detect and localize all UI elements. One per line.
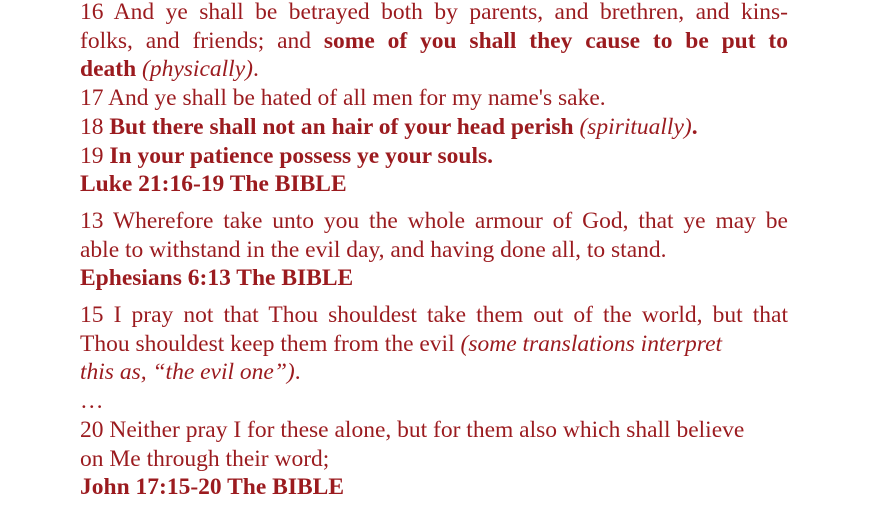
john-line-3 bbox=[80, 358, 788, 387]
verse-19-number: 19 bbox=[80, 142, 110, 169]
verse-16-note: (physically) bbox=[142, 56, 253, 83]
document-page bbox=[80, 0, 788, 502]
john-line-6: on Me through their word; bbox=[80, 445, 330, 472]
verse-16-line-1: 16 And ye shall be betrayed both by parents, and brethren, and kins- bbox=[80, 0, 788, 25]
john-line-5: 20 Neither pray I for these alone, but for them also which shall believe bbox=[80, 416, 745, 443]
ephesians-passage bbox=[80, 207, 788, 293]
verse-18-note: (spiritually) bbox=[579, 113, 692, 140]
luke-passage bbox=[80, 0, 788, 199]
verse-16-death: death bbox=[80, 56, 137, 83]
verse-16-line-3 bbox=[80, 55, 788, 84]
john-line-2 bbox=[80, 330, 788, 359]
ephesians-reference: Ephesians 6:13 The BIBLE bbox=[80, 265, 354, 292]
verse-18 bbox=[80, 113, 788, 142]
verse-19-text: In your patience possess ye your souls. bbox=[109, 142, 494, 169]
luke-reference: Luke 21:16-19 The BIBLE bbox=[80, 171, 347, 198]
john-reference: John 17:15-20 The BIBLE bbox=[80, 474, 345, 501]
john-ellipsis: … bbox=[80, 388, 104, 415]
verse-16-text-bold: some of you shall they cause to be put to bbox=[323, 27, 788, 54]
john-line-1: 15 I pray not that Thou shouldest take them out of the world, but that bbox=[80, 302, 788, 329]
john-line-3-note: this as, “the evil one”) bbox=[80, 359, 295, 386]
john-line-3-period: . bbox=[294, 359, 301, 386]
verse-16-line-2 bbox=[80, 27, 788, 56]
ephesians-line-1: 13 Wherefore take unto you the whole armour of God, that ye may be bbox=[80, 207, 788, 234]
john-line-2-note: (some translations interpret bbox=[460, 330, 723, 357]
verse-17: 17 And ye shall be hated of all men for my name's sake. bbox=[80, 85, 606, 112]
verse-19 bbox=[80, 142, 788, 171]
john-passage bbox=[80, 301, 788, 502]
verse-18-period: . bbox=[691, 113, 698, 140]
verse-16-period: . bbox=[252, 56, 259, 83]
verse-16-text-plain: folks, and friends; and bbox=[80, 27, 324, 54]
ephesians-line-2: able to withstand in the evil day, and having done all, to stand. bbox=[80, 236, 667, 263]
verse-18-number: 18 bbox=[80, 113, 110, 140]
john-line-2-plain: Thou shouldest keep them from the evil bbox=[80, 330, 461, 357]
verse-18-text: But there shall not an hair of your head perish bbox=[109, 113, 574, 140]
